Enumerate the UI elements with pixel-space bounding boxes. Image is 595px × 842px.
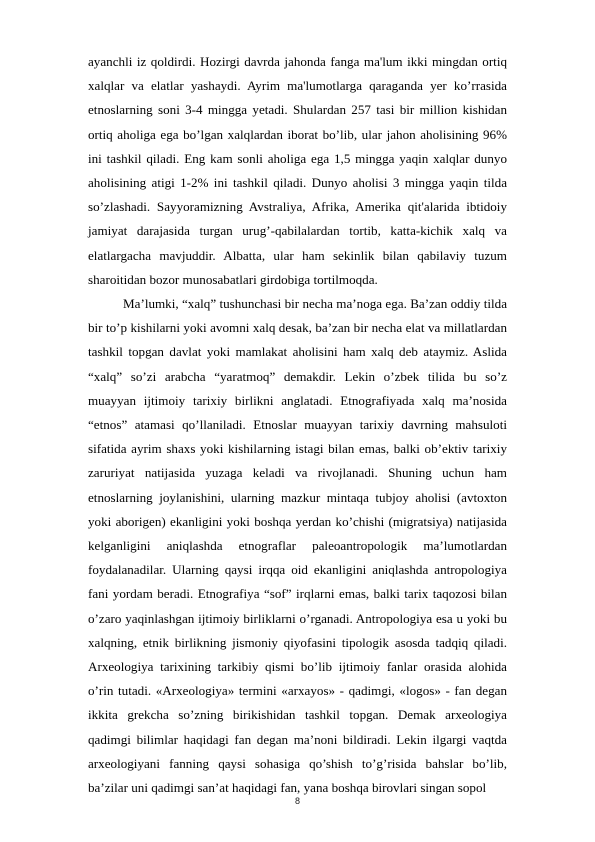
body-text (88, 50, 507, 800)
paragraph-1: ayanchli iz qoldirdi. Hozirgi davrda jahonda fanga ma'lum ikki mingdan ortiq xalqlar va elatlar yashaydi. Ayrim ma'lumotlarga qaraganda yer ko’rrasida etnoslarning soni 3-4 mingga yetadi. Shulardan 257 tasi bir million kishidan ortiq aholiga ega bo’lgan xalqlardan iborat bo’lib, ular jahon aholisining 96% ini tashkil qiladi. Eng kam sonli aholiga ega 1,5 mingga yaqin xalqlar dunyo aholisining atigi 1-2% ini tashkil qiladi. Dunyo aholisi 3 mingga yaqin tilda so’zlashadi. Sayyoramizning Avstraliya, Afrika, Amerika qit'alarida ibtidoiy jamiyat darajasida turgan urug’-qabilalardan tortib, katta-kichik xalq va elatlargacha mavjuddir. Albatta, ular ham sekinlik bilan qabilaviy tuzum sharoitidan bozor munosabatlari girdobiga tortilmoqda. (88, 54, 507, 287)
page-number: 8 (294, 796, 300, 806)
paragraph-2: Ma’lumki, “xalq” tushunchasi bir necha ma’noga ega. Ba’zan oddiy tilda bir to’p kishilarni yoki avomni xalq desak, ba’zan bir necha elat va millatlardan tashkil topgan davlat yoki mamlakat aholisini ham xalq deb ataymiz. Aslida “xalq” so’zi arabcha “yaratmoq” demakdir. Lekin o’zbek tilida bu so’z muayyan ijtimoiy tarixiy birlikni anglatadi. Etnografiyada xalq ma’nosida “etnos” atamasi qo’llaniladi. Etnoslar muayyan tarixiy davrning mahsuloti sifatida ayrim shaxs yoki kishilarning istagi bilan emas, balki ob’ektiv tarixiy zaruriyat natijasida yuzaga keladi va rivojlanadi. Shuning uchun ham etnoslarning joylanishini, ularning mazkur mintaqa tubjoy aholisi (avtoxton yoki aborigen) ekanligini yoki boshqa yerdan ko’chishi (migratsiya) natijasida kelganligini aniqlashda etnograflar paleoantropologik ma’lumotlardan foydalanadilar. Ularning qaysi irqqa oid ekanligini aniqlashda antropologiya fani yordam beradi. Etnografiya “sof” irqlarni emas, balki tarix taqozosi bilan o’zaro yaqinlashgan ijtimoiy birliklarni o’rganadi. Antropologiya esa u yoki bu xalqning, etnik birlikning jismoniy qiyofasini tipologik asosda tadqiq qiladi. Arxeologiya tarixining tarkibiy qismi bo’lib ijtimoiy fanlar orasida alohida o’rin tutadi. «Arxeologiya» termini «arxayos» - qadimgi, «logos» - fan degan ikkita grekcha so’zning birikishidan tashkil topgan. Demak arxeologiya qadimgi bilimlar haqidagi fan degan ma’noni bildiradi. Lekin ilgargi vaqtda arxeologiyani fanning qaysi sohasiga qo’shish to’g’risida bahslar bo’lib, ba’zilar uni qadimgi san’at haqidagi fan, yana boshqa birovlari singan sopol (88, 296, 507, 796)
